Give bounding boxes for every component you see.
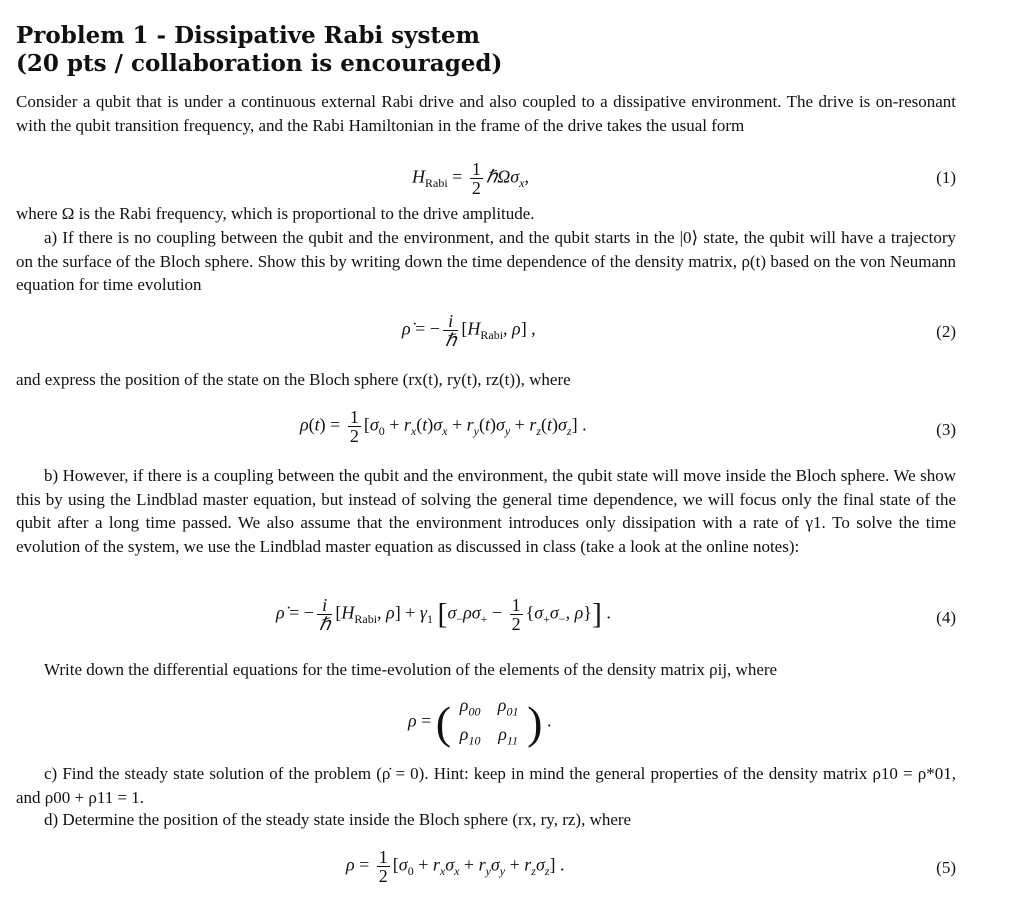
density-matrix-expression: ρ = ( $\rho_{00}$ $\rho_{01}$ $\rho_{10}$ $\rho_{11}$ ) . xyxy=(408,695,552,749)
equation-1-number: (1) xyxy=(936,168,956,187)
intro-paragraph: Consider a qubit that is under a continuous external Rabi drive and also coupled to a dissipative environment. The drive is on-resonant with the qubit transition frequency, and the Rabi Hamiltonian in the frame of the drive takes the usual form xyxy=(16,92,956,135)
part-a-paragraph: a) If there is no coupling between the qubit and the environment, and the qubit starts in the |0⟩ state, the qubit will have a trajectory on the surface of the Bloch sphere. Show this by writing down the time dependence of the density matrix, ρ(t) based on the von Neumann equation for time evolution xyxy=(16,228,956,294)
equation-5-number: (5) xyxy=(936,858,956,877)
equation-3 xyxy=(0,408,1024,452)
equation-4 xyxy=(0,596,1024,644)
after-eq1-text: where Ω is the Rabi frequency, which is proportional to the drive amplitude. xyxy=(16,204,535,223)
equation-2-number: (2) xyxy=(936,322,956,341)
title-line-1: Problem 1 - Dissipative Rabi system xyxy=(16,22,481,49)
after-eq2-text: and express the position of the state on the Bloch sphere (rx(t), ry(t), rz(t)), where xyxy=(16,370,571,389)
equation-3-expression: ρ(t) = $\frac{1}{2}$ $[\sigma_0 + r_x(t)\sigma_x + r_y(t)\sigma_y + r_z(t)\sigma_z]$ . xyxy=(300,407,587,446)
equation-2-expression: ρ̇ = − $\frac{i}{\text{ℏ}}$ [$H_{Rabi}$, ρ] , xyxy=(402,311,536,350)
equation-1 xyxy=(0,160,1024,200)
part-b-paragraph: b) However, if there is a coupling between the qubit and the environment, the qubit state will move inside the Bloch sphere. We show this by using the Lindblad master equation, but instead of solving the general time dependence, we will focus only the final state of the qubit after a long time passed. We also assume that the environment introduces only dissipation with a rate of γ1. To solve the time evolution of the system, we use the Lindblad master equation as discussed in class (take a look at the online notes): xyxy=(16,466,956,556)
equation-4-number: (4) xyxy=(936,608,956,627)
after-eq4-text: Write down the differential equations for the time-evolution of the elements of the density matrix ρij, where xyxy=(44,660,778,679)
part-c-paragraph: c) Find the steady state solution of the problem (ρ̇ = 0). Hint: keep in mind the general properties of the density matrix ρ10 = ρ*01, and ρ00 + ρ11 = 1. xyxy=(16,764,956,807)
equation-2 xyxy=(0,312,1024,356)
density-matrix-equation xyxy=(0,694,1024,748)
problem-title xyxy=(16,22,502,78)
part-d-paragraph: d) Determine the position of the steady state inside the Bloch sphere (rx, ry, rz), where xyxy=(44,810,632,829)
equation-5 xyxy=(0,848,1024,892)
equation-4-expression: ρ̇ = − $\frac{i}{\text{ℏ}}$ [$H_{Rabi}$, $\rho] + \gamma_1$ [$\sigma_-\rho\sigma_+$ − $\frac{1}{2}$ {$\sigma_+\sigma_-$, ρ}] . xyxy=(276,595,611,634)
equation-5-expression: ρ = $\frac{1}{2}$ $[\sigma_0 + r_x\sigma_x + r_y\sigma_y + r_z\sigma_z]$ . xyxy=(346,847,565,886)
equation-1-expression: $H_{Rabi}$ = $\frac{1}{2}$ ℏΩσ$_x$, xyxy=(412,159,529,198)
equation-3-number: (3) xyxy=(936,420,956,439)
title-line-2: (20 pts / collaboration is encouraged) xyxy=(16,50,503,77)
